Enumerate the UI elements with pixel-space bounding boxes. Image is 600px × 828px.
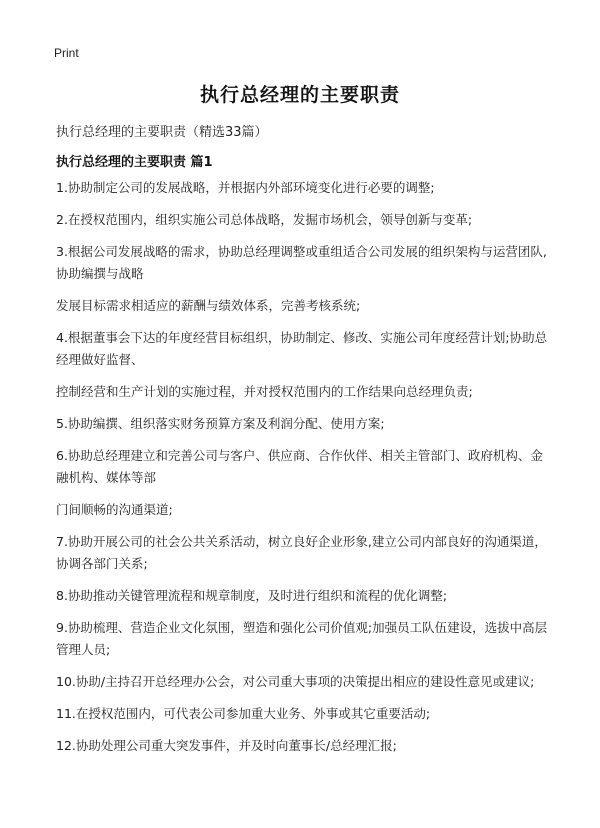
duty-item-2: 2.在授权范围内，组织实施公司总体战略，发掘市场机会，领导创新与变革; [56,212,473,227]
duty-item-12: 12.协助处理公司重大突发事件，并及时向董事长/总经理汇报; [56,738,397,753]
duty-item-10: 10.协助/主持召开总经理办公会，对公司重大事项的决策提出相应的建设性意见或建议; [56,674,535,689]
section-heading: 执行总经理的主要职责 篇1 [56,155,213,170]
duty-item-8: 8.协助推动关键管理流程和规章制度，及时进行组织和流程的优化调整; [56,588,448,603]
duty-item-9: 9.协助梳理、营造企业文化氛围，塑造和强化公司价值观;加强员工队伍建设，选拔中高层管理人员; [56,620,548,657]
duty-list [56,177,552,767]
duty-item-3: 3.根据公司发展战略的需求，协助总经理调整或重组适合公司发展的组织架构与运营团队,协助编撰与战略 [56,244,547,281]
duty-item-4-continued: 控制经营和生产计划的实施过程，并对授权范围内的工作结果向总经理负责; [56,384,473,399]
document-subtitle: 执行总经理的主要职责（精选33篇） [56,125,268,140]
print-label: Print [54,46,79,60]
duty-item-1: 1.协助制定公司的发展战略，并根据内外部环境变化进行必要的调整; [56,180,435,195]
duty-item-7: 7.协助开展公司的社会公共关系活动，树立良好企业形象,建立公司内部良好的沟通渠道，协调各部门关系; [56,534,547,571]
duty-item-3-continued: 发展目标需求相适应的薪酬与绩效体系，完善考核系统; [56,298,361,313]
page-title: 执行总经理的主要职责 [199,84,400,106]
duty-item-6: 6.协助总经理建立和完善公司与客户、供应商、合作伙伴、相关主管部门、政府机构、金融机构、媒体等部 [56,448,543,485]
duty-item-6-continued: 门间顺畅的沟通渠道; [56,502,173,517]
duty-item-4: 4.根据董事会下达的年度经营目标组织，协助制定、修改、实施公司年度经营计划;协助总经理做好监督、 [56,330,548,367]
duty-item-5: 5.协助编撰、组织落实财务预算方案及利润分配、使用方案; [56,416,385,431]
duty-item-11: 11.在授权范围内，可代表公司参加重大业务、外事或其它重要活动; [56,706,431,721]
